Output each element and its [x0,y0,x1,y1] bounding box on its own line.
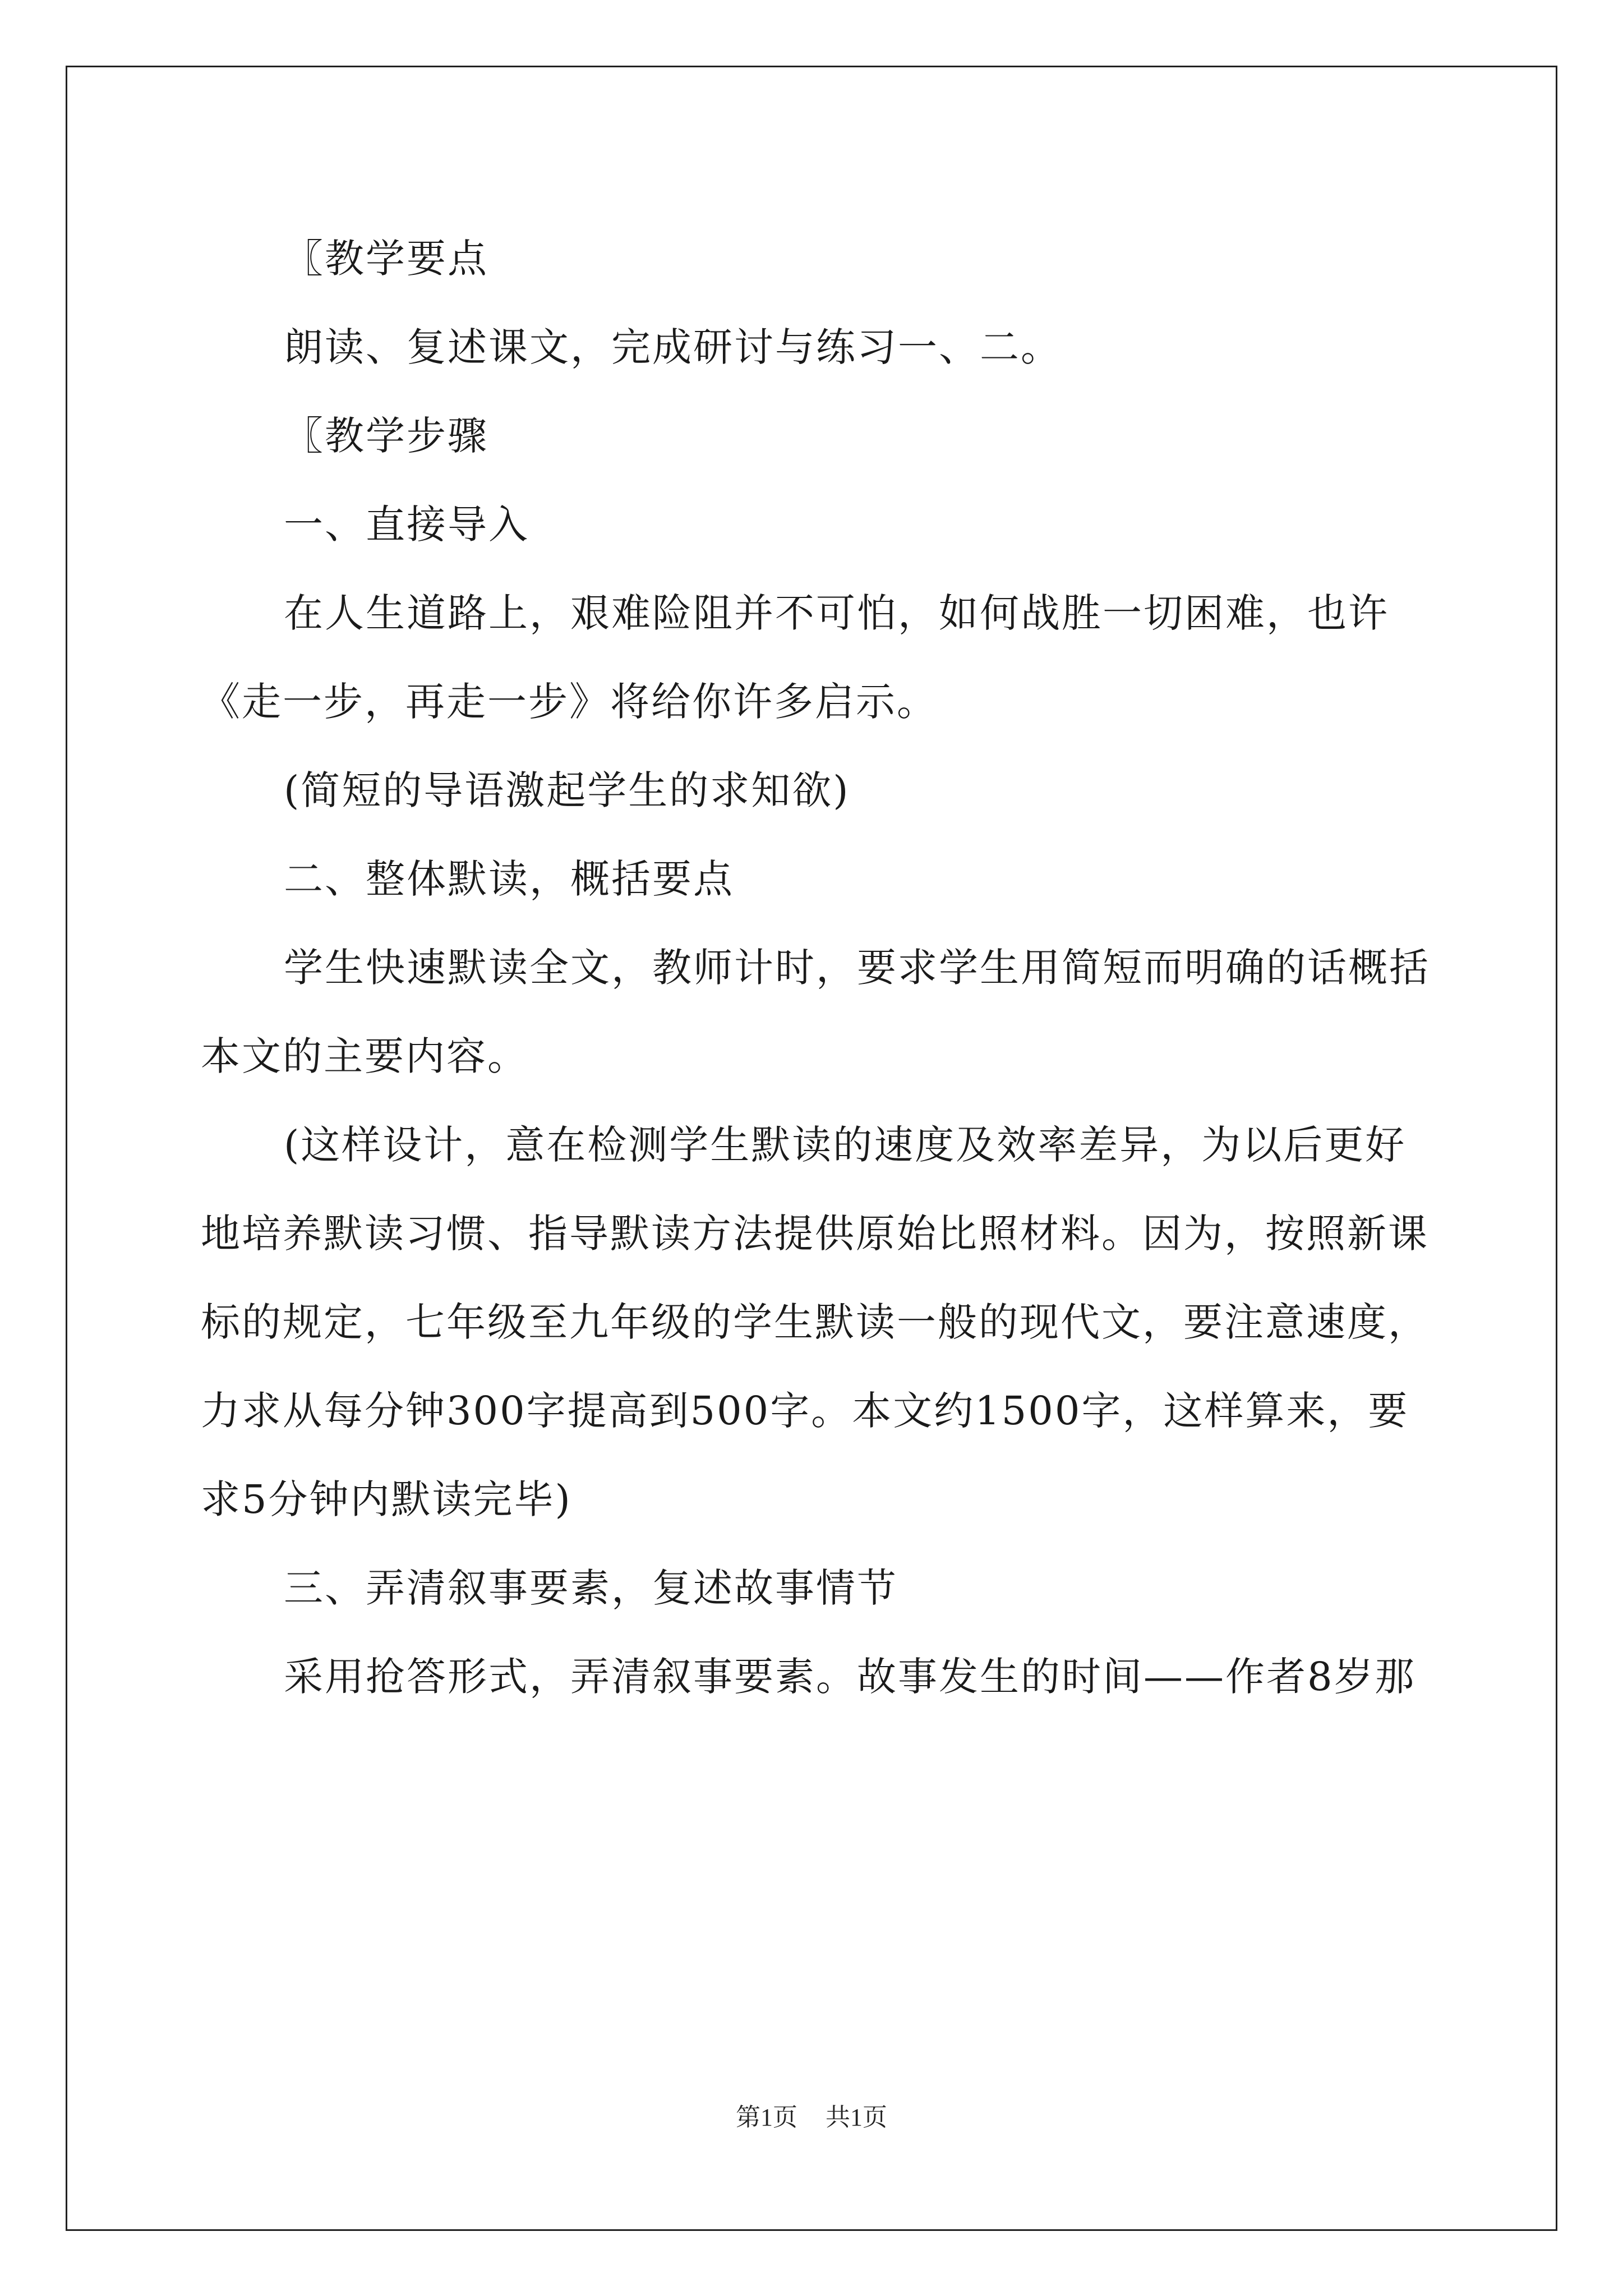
page-total: 共1页 [826,2104,887,2131]
paragraph-narrative-elements: 采用抢答形式，弄清叙事要素。故事发生的时间——作者8岁那 [284,1654,1416,1700]
paragraph-note-two: (这样设计，意在检测学生默读的速度及效率差异，为以后更好地培养默读习惯、指导默读方法提供原始比照材料。因为，按照新课标的规定，七年级至九年级的学生默读一般的现代文，要注意速度，力求从每分钟300字提高到500字。本文约1500字，这样算来，要求5分钟内默读完毕) [201,1122,1429,1522]
document-body [201,214,1432,1721]
page-footer [0,2097,1623,2133]
heading-teaching-points: 〖教学要点 [284,236,488,282]
paragraph-silent-reading: 学生快速默读全文，教师计时，要求学生用简短而明确的话概括本文的主要内容。 [201,945,1430,1079]
heading-step-two: 二、整体默读，概括要点 [284,856,734,902]
paragraph-introduction: 在人生道路上，艰难险阻并不可怕，如何战胜一切困难，也许《走一步，再走一步》将给你许多启示。 [201,590,1389,725]
heading-teaching-steps: 〖教学步骤 [284,413,488,459]
paragraph-points-content: 朗读、复述课文，完成研讨与练习一、二。 [284,324,1062,370]
heading-step-one: 一、直接导入 [284,501,529,547]
paragraph-note-one: (简短的导语激起学生的求知欲) [284,767,850,813]
page-number: 第1页 [736,2104,797,2131]
heading-step-three: 三、弄清叙事要素，复述故事情节 [284,1565,898,1611]
